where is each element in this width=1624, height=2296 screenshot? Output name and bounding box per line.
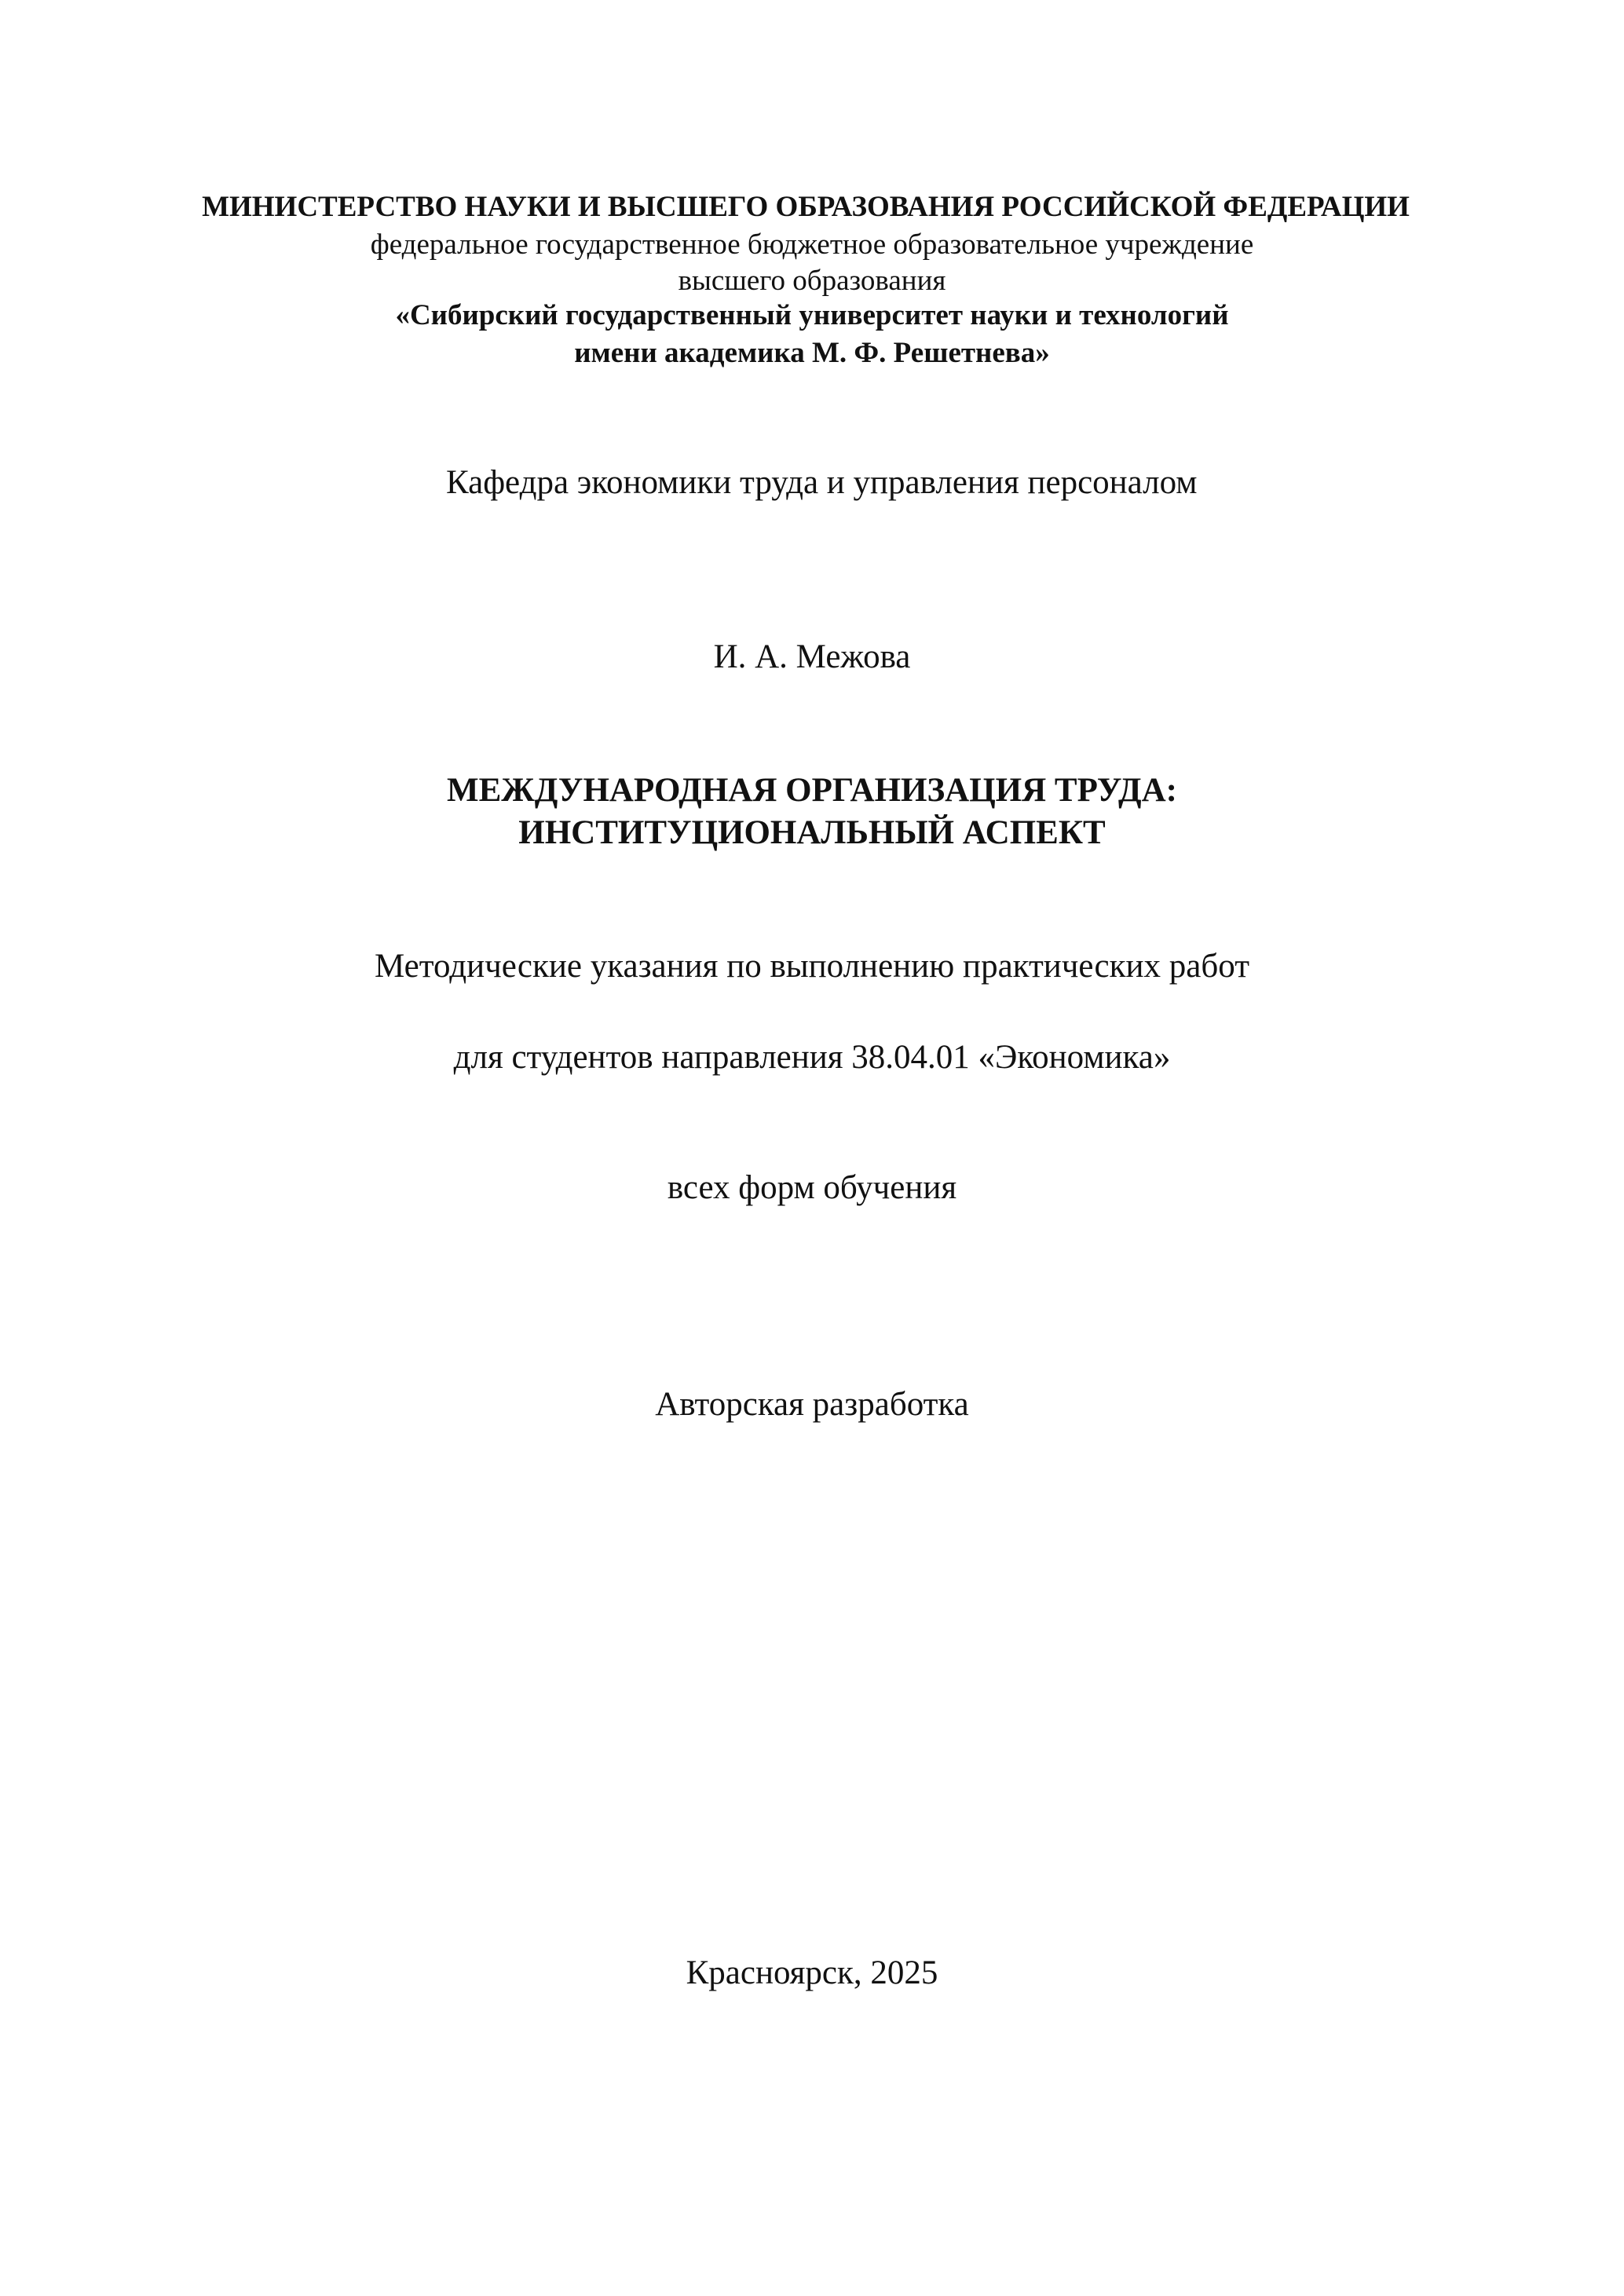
university-name-line-2: имени академика М. Ф. Решетнева»: [574, 337, 1050, 369]
document-subtitle: Методические указания по выполнению практических работ: [375, 948, 1249, 985]
study-forms: всех форм обучения: [667, 1169, 957, 1206]
department-name: Кафедра экономики труда и управления персоналом: [446, 464, 1198, 501]
institution-type-line-2: высшего образования: [678, 265, 946, 297]
city-and-year: Красноярск, 2025: [686, 1954, 938, 1991]
authorship-note: Авторская разработка: [655, 1386, 969, 1423]
document-title-line-1: МЕЖДУНАРОДНАЯ ОРГАНИЗАЦИЯ ТРУДА:: [447, 772, 1177, 809]
document-title-line-2: ИНСТИТУЦИОНАЛЬНЫЙ АСПЕКТ: [518, 814, 1106, 851]
institution-type-line-1: федеральное государственное бюджетное образовательное учреждение: [370, 229, 1254, 261]
author-name: И. А. Межова: [713, 638, 911, 675]
target-audience: для студентов направления 38.04.01 «Экономика»: [453, 1039, 1171, 1076]
university-name-line-1: «Сибирский государственный университет науки и технологий: [395, 299, 1229, 331]
ministry-name: МИНИСТЕРСТВО НАУКИ И ВЫСШЕГО ОБРАЗОВАНИЯ РОССИЙСКОЙ ФЕДЕРАЦИИ: [202, 191, 1410, 223]
